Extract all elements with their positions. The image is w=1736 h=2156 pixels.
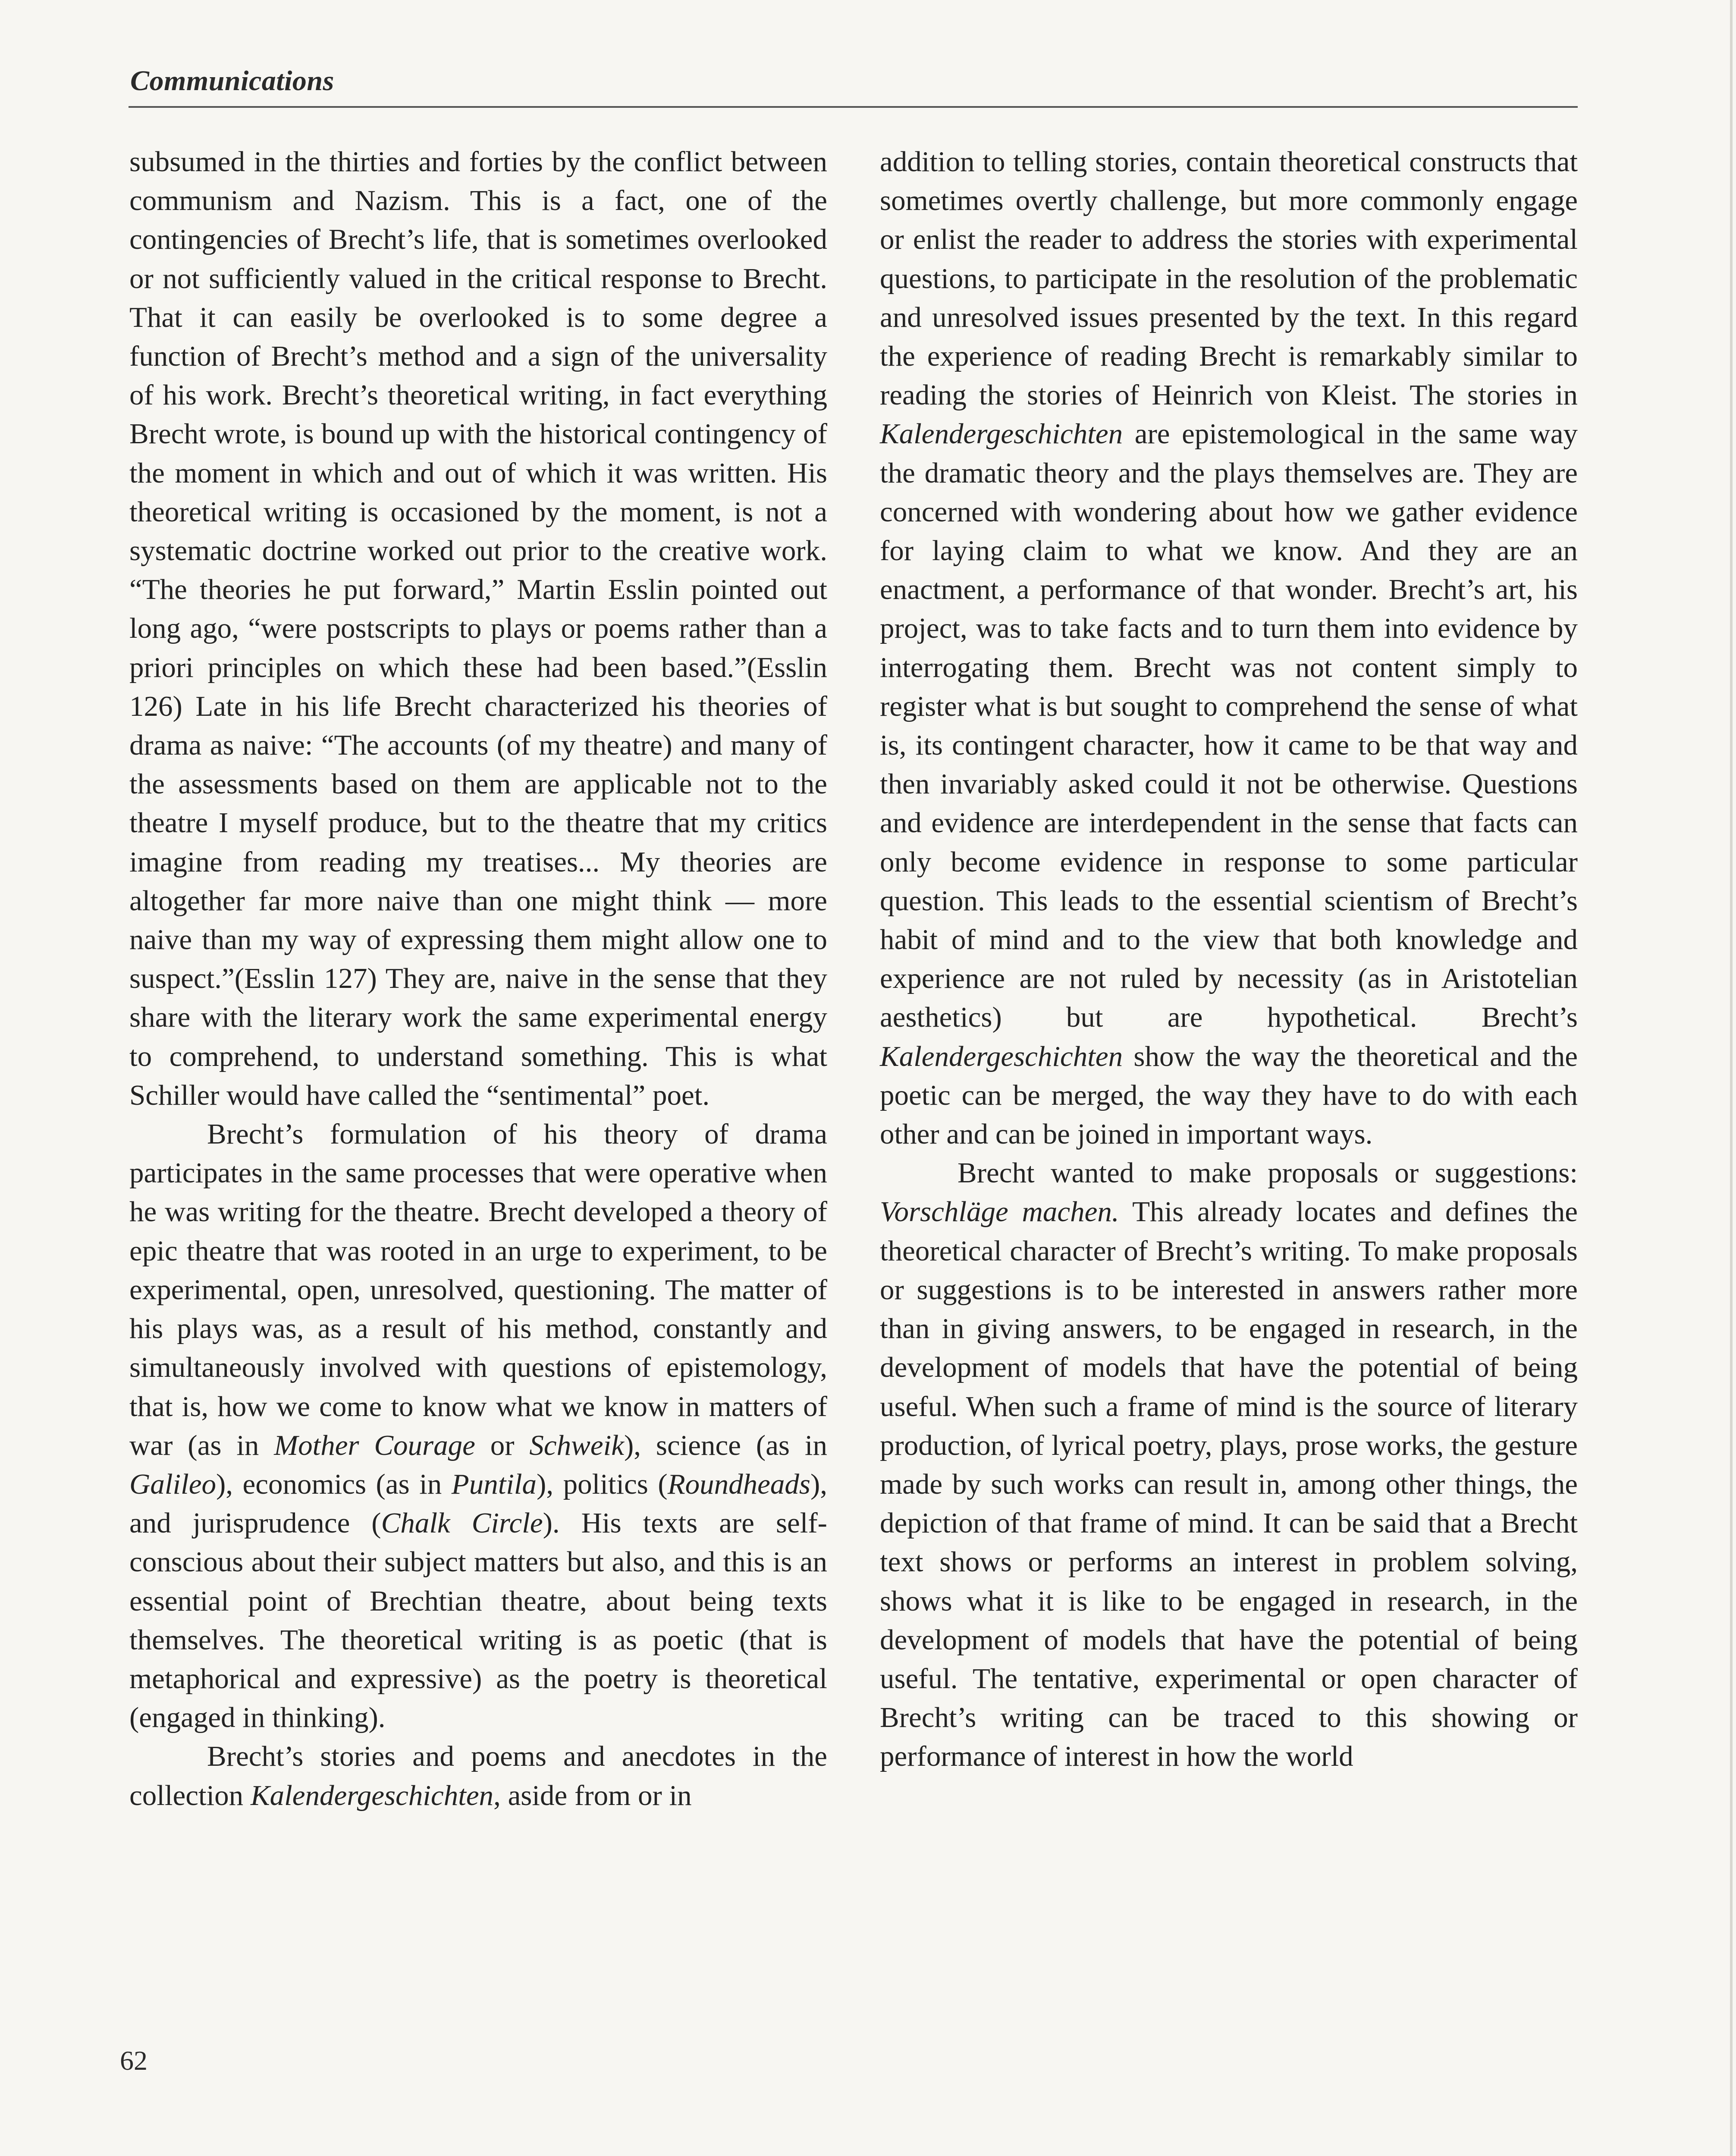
italic-title: Kalendergeschichten <box>250 1779 494 1811</box>
paragraph: addition to telling stories, contain theoretical constructs that sometimes overtly challenge, but more commonly engage or enlist the reader to address the stories with experimental questions, to participate in the resolution of the problematic and unresolved issues presented by the text. In this regard the experience of reading Brecht is remarkably similar to reading the stories of Heinrich von Kleist. The stories in Kalendergeschichten are epistemological in the same way the dramatic theory and the plays themselves are. They are concerned with wondering about how we gather evidence for laying claim to what we know. And they are an enactment, a performance of that wonder. Brecht’s art, his project, was to take facts and to turn them into evidence by interrogating them. Brecht was not content simply to register what is but sought to comprehend the sense of what is, its contingent character, how it came to be that way and then invariably asked could it not be otherwise. Questions and evidence are interdependent in the sense that facts can only become evidence in response to some particular question. This leads to the essential scientism of Brecht’s habit of mind and to the view that both knowledge and experience are not ruled by necessity (as in Aristotelian aesthetics) but are hypothetical. Brecht’s Kalendergeschichten show the way the theoretical and the poetic can be merged, the way they have to do with each other and can be joined in important ways. <box>880 146 1578 1150</box>
italic-title: Chalk Circle <box>381 1507 543 1539</box>
left-column <box>129 142 827 1815</box>
italic-title: Galileo <box>129 1468 216 1500</box>
right-column <box>880 142 1578 1776</box>
running-head: Communications <box>130 65 334 97</box>
italic-title: Puntila <box>451 1468 537 1500</box>
scan-edge <box>1730 0 1733 2156</box>
italic-phrase: Vorschläge machen. <box>880 1196 1119 1228</box>
italic-title: Roundheads <box>667 1468 810 1500</box>
italic-title: Schweik <box>529 1429 624 1461</box>
paragraph: Brecht’s stories and poems and anecdotes in the collection Kalendergeschichten, aside from or in <box>129 1740 827 1811</box>
paragraph: Brecht wanted to make proposals or suggestions: Vorschläge machen. This already locates and defines the theoretical character of Brecht’s writing. To make proposals or suggestions is to be interested in answers rather more than in giving answers, to be engaged in research, in the development of models that have the potential of being useful. When such a frame of mind is the source of literary production, of lyrical poetry, plays, prose works, the gesture made by such works can result in, among other things, the depiction of that frame of mind. It can be said that a Brecht text shows or performs an interest in problem solving, shows what it is like to be engaged in research, in the development of models that have the potential of being useful. The tentative, experimental or open character of Brecht’s writing can be traced to this showing or performance of interest in how the world <box>880 1157 1578 1773</box>
italic-title: Mother Courage <box>274 1429 475 1461</box>
paragraph: subsumed in the thirties and forties by the conflict between communism and Nazism. This is a fact, one of the contingencies of Brecht’s life, that is sometimes overlooked or not sufficiently valued in the critical response to Brecht. That it can easily be overlooked is to some degree a function of Brecht’s method and a sign of the universality of his work. Brecht’s theoretical writing, in fact everything Brecht wrote, is bound up with the historical contingency of the moment in which and out of which it was written. His theoretical writing is occasioned by the moment, is not a systematic doctrine worked out prior to the creative work. “The theories he put forward,” Martin Esslin pointed out long ago, “were postscripts to plays or poems rather than a priori principles on which these had been based.”(Esslin 126) Late in his life Brecht characterized his theories of drama as naive: “The accounts (of my theatre) and many of the assessments based on them are applicable not to the theatre I myself produce, but to the theatre that my critics imagine from reading my treatises... My theories are altogether far more naive than one might think — more naive than my way of expressing them might allow one to suspect.”(Esslin 127) They are, naive in the sense that they share with the literary work the same experimental energy to comprehend, to understand something. This is what Schiller would have called the “sentimental” poet. <box>129 146 827 1111</box>
header-rule <box>129 106 1578 108</box>
italic-title: Kalendergeschichten <box>880 418 1123 450</box>
page-number: 62 <box>120 2045 148 2076</box>
paragraph: Brecht’s formulation of his theory of drama participates in the same processes that were operative when he was writing for the theatre. Brecht developed a theory of epic theatre that was rooted in an urge to experiment, to be experimental, open, unresolved, questioning. The matter of his plays was, as a result of his method, constantly and simultaneously involved with questions of epistemology, that is, how we come to know what we know in matters of war (as in Mother Courage or Schweik), science (as in Galileo), economics (as in Puntila), politics (Roundheads), and jurisprudence (Chalk Circle). His texts are self-conscious about their subject matters but also, and this is an essential point of Brechtian theatre, about being texts themselves. The theoretical writing is as poetic (that is metaphorical and expressive) as the poetry is theoretical (engaged in thinking). <box>129 1118 827 1734</box>
italic-title: Kalendergeschichten <box>880 1040 1123 1072</box>
